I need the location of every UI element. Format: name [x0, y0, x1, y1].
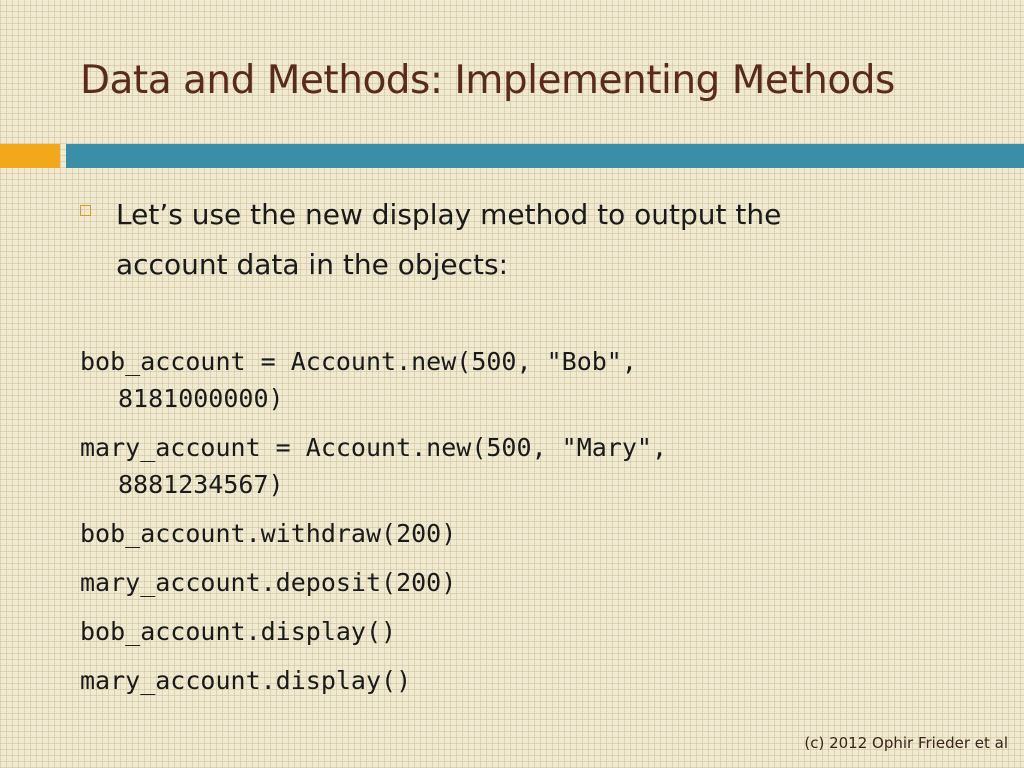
accent-bar-teal: [66, 144, 1024, 168]
code-line: [80, 563, 1000, 602]
code-text: mary_account.deposit(200): [80, 568, 457, 597]
square-bullet-icon: [80, 205, 91, 216]
code-text: mary_account.display(): [80, 666, 412, 695]
slide-title: Data and Methods: Implementing Methods: [80, 58, 895, 103]
code-text: bob_account = Account.new(500, "Bob",: [80, 347, 637, 376]
accent-bar-orange: [0, 144, 60, 168]
code-text: bob_account.display(): [80, 617, 397, 646]
code-line: [80, 428, 1000, 504]
code-line: [80, 612, 1000, 651]
bullet-item: [80, 190, 980, 290]
bullet-text: Let’s use the new display method to output the account data in the objects:: [116, 198, 782, 281]
code-line: [80, 661, 1000, 700]
code-block: [80, 342, 1000, 710]
code-continuation: 8181000000): [118, 384, 284, 413]
code-line: [80, 514, 1000, 553]
code-text: mary_account = Account.new(500, "Mary",: [80, 433, 667, 462]
code-line: [80, 342, 1000, 418]
code-text: bob_account.withdraw(200): [80, 519, 457, 548]
footer-copyright: (c) 2012 Ophir Frieder et al: [804, 734, 1008, 752]
code-continuation: 8881234567): [118, 470, 284, 499]
